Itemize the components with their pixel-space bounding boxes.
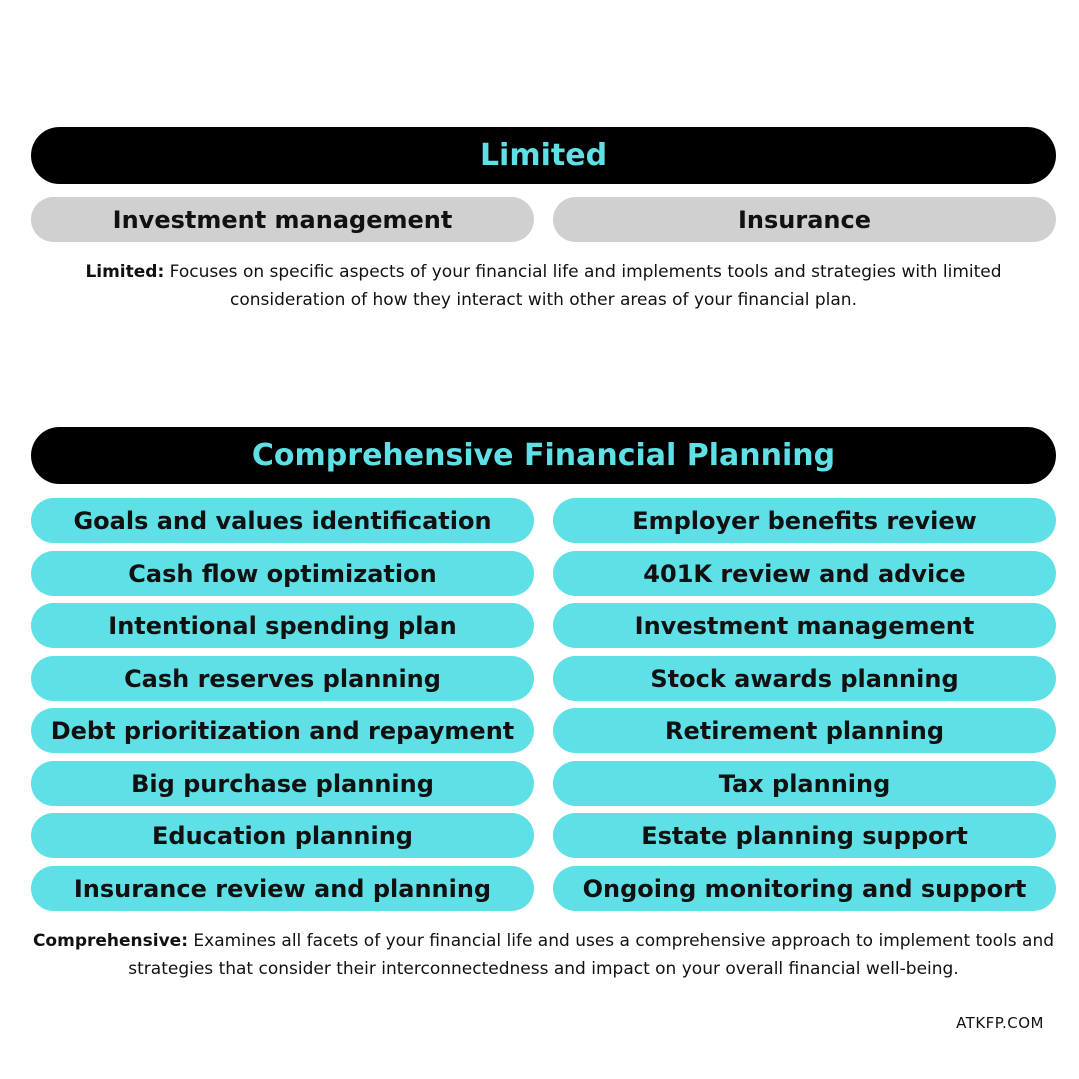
comprehensive-item-left: Goals and values identification bbox=[31, 498, 534, 543]
comprehensive-item-right: Ongoing monitoring and support bbox=[553, 866, 1056, 911]
limited-item-insurance: Insurance bbox=[553, 197, 1056, 242]
limited-description bbox=[31, 258, 1056, 314]
comprehensive-item-right: Tax planning bbox=[553, 761, 1056, 806]
limited-title: Limited bbox=[479, 138, 608, 173]
comprehensive-item-left: Big purchase planning bbox=[31, 761, 534, 806]
limited-item-investment-management: Investment management bbox=[31, 197, 534, 242]
limited-header bbox=[31, 127, 1056, 184]
comprehensive-item-right: Estate planning support bbox=[553, 813, 1056, 858]
comprehensive-item-left: Debt prioritization and repayment bbox=[31, 708, 534, 753]
comprehensive-item-left: Cash reserves planning bbox=[31, 656, 534, 701]
comprehensive-title: Comprehensive Financial Planning bbox=[251, 438, 836, 473]
footer-website: ATKFP.COM bbox=[956, 1014, 1044, 1032]
comprehensive-item-right: 401K review and advice bbox=[553, 551, 1056, 596]
comprehensive-desc-text: Examines all facets of your financial life and uses a comprehensive approach to implement tools and strategies that consider their interconnectedness and impact on your overall financial well-being. bbox=[128, 931, 1055, 979]
comprehensive-item-right: Employer benefits review bbox=[553, 498, 1056, 543]
comprehensive-item-right: Stock awards planning bbox=[553, 656, 1056, 701]
comprehensive-header bbox=[31, 427, 1056, 484]
comprehensive-desc-label: Comprehensive: bbox=[32, 931, 188, 951]
comprehensive-item-left: Intentional spending plan bbox=[31, 603, 534, 648]
limited-desc-label: Limited: bbox=[85, 262, 165, 282]
comprehensive-item-left: Insurance review and planning bbox=[31, 866, 534, 911]
limited-desc-text: Focuses on specific aspects of your financial life and implements tools and strategies with limited consideration of how they interact with other areas of your financial plan. bbox=[169, 262, 1002, 310]
comprehensive-item-right: Investment management bbox=[553, 603, 1056, 648]
comprehensive-item-left: Education planning bbox=[31, 813, 534, 858]
comprehensive-description bbox=[31, 927, 1056, 983]
comprehensive-item-left: Cash flow optimization bbox=[31, 551, 534, 596]
comprehensive-item-right: Retirement planning bbox=[553, 708, 1056, 753]
